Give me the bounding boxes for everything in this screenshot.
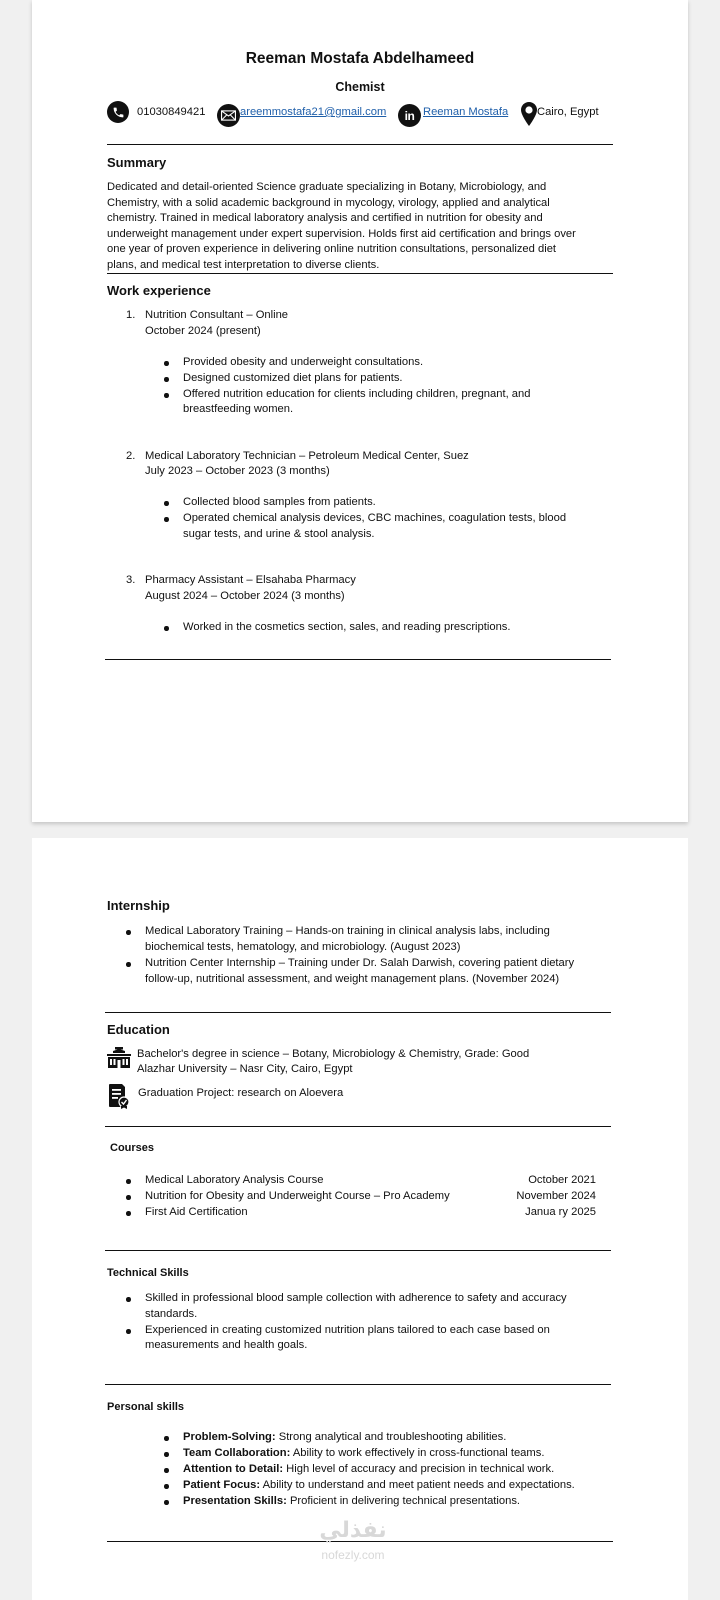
job-bullet: Worked in the cosmetics section, sales, and reading prescriptions. [183, 620, 511, 636]
job-bullet-continued: breastfeeding women. [183, 403, 294, 415]
job-dates: October 2024 (present) [145, 325, 261, 337]
personal-skill-text: Ability to work effectively in cross-functional teams. [290, 1447, 545, 1459]
internship-item: Nutrition Center Internship – Training under Dr. Salah Darwish, covering patient dietary [145, 956, 574, 972]
personal-skill [183, 1478, 575, 1494]
divider [105, 1126, 611, 1127]
phone-icon [107, 101, 129, 123]
course-name: First Aid Certification [145, 1205, 248, 1221]
location-text: Cairo, Egypt [537, 106, 599, 118]
courses-heading: Courses [110, 1142, 155, 1154]
resume-page-1 [32, 0, 688, 822]
internship-item-continued: biochemical tests, hematology, and microbiology. (August 2023) [145, 941, 461, 953]
summary-line: underweight management under expert supervision. Holds first aid certification and brings over [107, 227, 576, 240]
personal-skill-text: Strong analytical and troubleshooting abilities. [275, 1431, 507, 1443]
summary-line: plans, and medical test interpretation to diverse clients. [107, 258, 380, 271]
email-link[interactable]: areemmostafa21@gmail.com [240, 106, 387, 118]
personal-skills-heading: Personal skills [107, 1401, 185, 1413]
personal-skill-label: Presentation Skills: [183, 1495, 287, 1507]
personal-skill-text: Proficient in delivering technical presentations. [286, 1495, 521, 1507]
linkedin-icon: in [398, 104, 421, 127]
mail-icon [217, 104, 240, 127]
job-bullet-continued: sugar tests, and urine & stool analysis. [183, 528, 375, 540]
internship-heading: Internship [107, 898, 170, 913]
personal-skill-text: Ability to understand and meet patient needs and expectations. [260, 1479, 575, 1491]
divider [107, 273, 613, 274]
internship-item: Medical Laboratory Training – Hands-on training in clinical analysis labs, including [145, 924, 550, 940]
linkedin-link[interactable]: Reeman Mostafa [423, 106, 509, 118]
technical-skill-continued: measurements and health goals. [145, 1339, 308, 1351]
watermark-arabic: نفذلي [319, 1518, 387, 1543]
personal-skill [183, 1494, 520, 1510]
divider [105, 1012, 611, 1013]
job-bullet: Offered nutrition education for clients including children, pregnant, and [183, 387, 530, 403]
certificate-document-icon [109, 1084, 129, 1109]
job-number: 3. [126, 574, 136, 586]
personal-skill [183, 1462, 554, 1478]
resume-page-2 [32, 838, 688, 1600]
university-text: Alazhar University – Nasr City, Cairo, Egypt [137, 1063, 353, 1075]
divider [105, 1250, 611, 1251]
job-title: Pharmacy Assistant – Elsahaba Pharmacy [145, 574, 356, 586]
summary-heading: Summary [107, 155, 167, 170]
job-bullet: Designed customized diet plans for patients. [183, 371, 403, 387]
technical-skill: Skilled in professional blood sample collection with adherence to safety and accuracy [145, 1291, 567, 1307]
technical-skill-continued: standards. [145, 1308, 198, 1320]
divider [105, 659, 611, 660]
location-pin-icon [521, 102, 537, 126]
graduation-project-text: Graduation Project: research on Aloevera [138, 1087, 344, 1099]
job-title: Medical Laboratory Technician – Petroleum Medical Center, Suez [145, 450, 469, 462]
divider [105, 1384, 611, 1385]
personal-skill-label: Team Collaboration: [183, 1447, 291, 1459]
course-date: October 2021 [528, 1174, 596, 1186]
watermark-latin: nofezly.com [321, 1548, 385, 1562]
divider [107, 144, 613, 145]
personal-skill-label: Patient Focus: [183, 1479, 261, 1491]
job-bullet: Operated chemical analysis devices, CBC machines, coagulation tests, blood [183, 511, 566, 527]
education-heading: Education [107, 1022, 170, 1037]
university-building-icon [107, 1047, 131, 1069]
summary-line: Chemistry, with a solid academic background in mycology, virology, applied and analytical [107, 196, 550, 209]
course-name: Medical Laboratory Analysis Course [145, 1173, 323, 1189]
summary-text [107, 180, 576, 274]
course-date: November 2024 [516, 1190, 596, 1202]
course-name: Nutrition for Obesity and Underweight Course – Pro Academy [145, 1189, 450, 1205]
job-number: 2. [126, 450, 136, 462]
personal-skill [183, 1430, 506, 1446]
candidate-title: Chemist [335, 80, 385, 94]
summary-line: chemistry. Trained in medical laboratory analysis and certified in nutrition for obesity and [107, 212, 543, 225]
degree-text: Bachelor's degree in science – Botany, Microbiology & Chemistry, Grade: Good [137, 1048, 530, 1060]
candidate-name: Reeman Mostafa Abdelhameed [245, 50, 475, 67]
job-dates: August 2024 – October 2024 (3 months) [145, 590, 345, 602]
summary-line: Dedicated and detail-oriented Science graduate specializing in Botany, Microbiology, and [107, 181, 547, 193]
course-date: Janua ry 2025 [525, 1206, 596, 1218]
personal-skill-label: Attention to Detail: [183, 1463, 284, 1475]
job-number: 1. [126, 309, 136, 321]
internship-item-continued: follow-up, nutritional assessment, and weight management plans. (November 2024) [145, 973, 560, 985]
watermark-logo [308, 1518, 398, 1562]
job-bullet: Collected blood samples from patients. [183, 495, 376, 511]
job-dates: July 2023 – October 2023 (3 months) [145, 465, 330, 477]
personal-skill-label: Problem-Solving: [183, 1431, 276, 1443]
technical-skill: Experienced in creating customized nutrition plans tailored to each case based on [145, 1323, 550, 1339]
personal-skill [183, 1446, 544, 1462]
work-experience-heading: Work experience [107, 283, 211, 298]
personal-skill-text: High level of accuracy and precision in technical work. [283, 1463, 555, 1475]
job-bullet: Provided obesity and underweight consultations. [183, 355, 423, 371]
phone-number: 01030849421 [137, 106, 206, 118]
job-title: Nutrition Consultant – Online [145, 309, 289, 321]
technical-skills-heading: Technical Skills [107, 1267, 189, 1279]
summary-line: one year of proven experience in delivering online nutrition consultations, personalized diet [107, 243, 557, 256]
